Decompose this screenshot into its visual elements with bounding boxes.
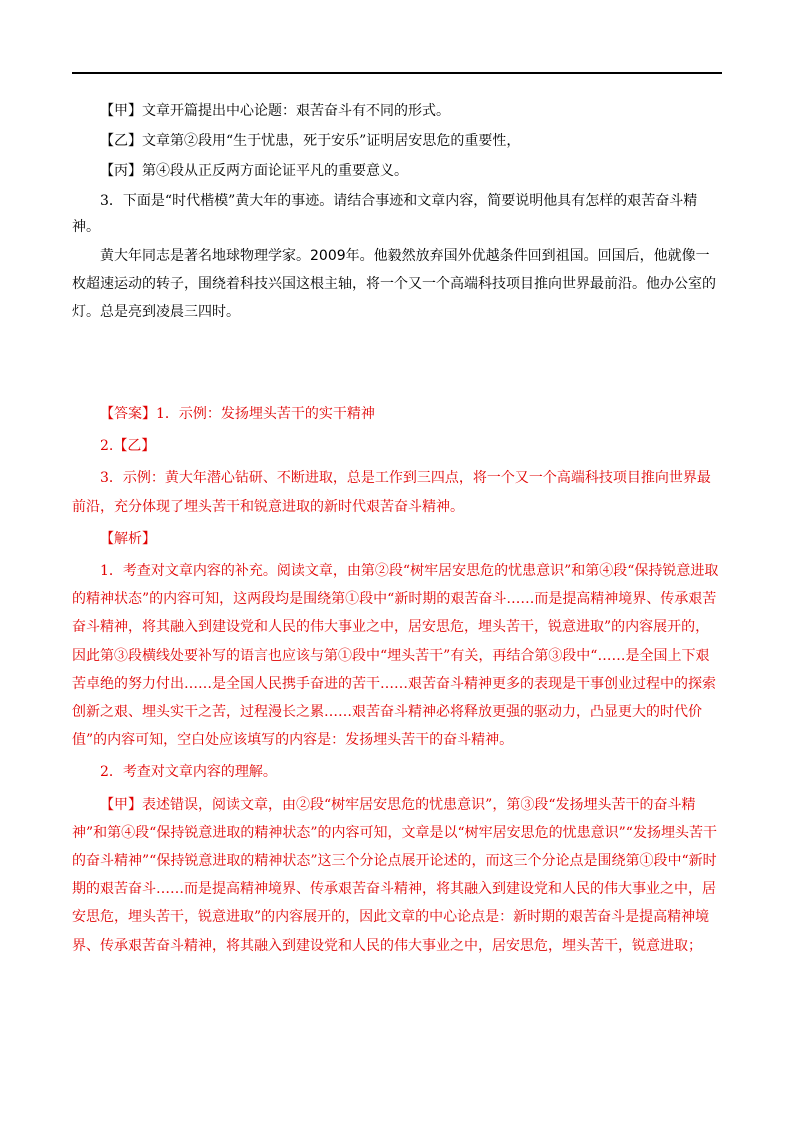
option-bing: 【丙】第④段从正反两方面论证平凡的重要意义。 <box>100 163 408 179</box>
answer-3: 3．示例：黄大年潜心钻研、不断进取，总是工作到三四点，将一个又一个高端科技项目推向世界最前沿，充分体现了埋头苦干和锐意进取的新时代艰苦奋斗精神。 <box>72 470 711 515</box>
analysis-2-title: 2．考查对文章内容的理解。 <box>100 764 277 781</box>
document-page <box>72 98 722 960</box>
option-yi: 【乙】文章第②段用“生于忧患，死于安乐”证明居安思危的重要性， <box>100 133 521 149</box>
question-block <box>72 98 722 326</box>
answer-space <box>72 326 722 400</box>
analysis-label: 【解析】 <box>100 530 156 547</box>
answer-block <box>72 400 722 960</box>
option-jia: 【甲】文章开篇提出中心论题：艰苦奋斗有不同的形式。 <box>100 103 450 119</box>
answer-2: 2.【乙】 <box>100 438 156 455</box>
header-rule <box>72 72 722 74</box>
answer-1: 【答案】1．示例：发扬埋头苦干的实干精神 <box>100 406 375 422</box>
question-3-material: 黄大年同志是著名地球物理学家。2009年。他毅然放弃国外优越条件回到祖国。回国后，他就像一枚超速运动的转子，围绕着科技兴国这根主轴，将一个又一个高端科技项目推向世界最前沿。他办公室的灯。总是亮到凌晨三四时。 <box>72 248 716 320</box>
analysis-1: 1．考查对文章内容的补充。阅读文章，由第②段“树牢居安思危的忧患意识”和第④段“保持锐意进取的精神状态”的内容可知，这两段均是围绕第①段中“新时期的艰苦奋斗……而是提高精神境界、传承艰苦奋斗精神，将其融入到建设党和人民的伟大事业之中，居安思危，埋头苦干，锐意进取”的内容展开的，因此第③段横线处要补写的语言也应该与第①段中“埋头苦干”有关，再结合第③段中“……是全国上下艰苦卓绝的努力付出……是全国人民携手奋进的苦干……艰苦奋斗精神更多的表现是干事创业过程中的探索创新之艰、埋头实干之苦，过程漫长之累……艰苦奋斗精神必将释放更强的驱动力，凸显更大的时代价值”的内容可知，空白处应该填写的内容是：发扬埋头苦干的奋斗精神。 <box>72 563 719 749</box>
question-3-prompt: 3．下面是“时代楷模”黄大年的事迹。请结合事迹和文章内容，简要说明他具有怎样的艰苦奋斗精神。 <box>72 193 698 235</box>
analysis-2-jia: 【甲】表述错误，阅读文章，由②段“树牢居安思危的忧患意识”，第③段“发扬埋头苦干的奋斗精神”和第④段“保持锐意进取的精神状态”的内容可知，文章是以“树牢居安思危的忧患意识”“发扬埋头苦干的奋斗精神”“保持锐意进取的精神状态”这三个分论点展开论述的，而这三个分论点是围绕第①段中“新时期的艰苦奋斗……而是提高精神境界、传承艰苦奋斗精神，将其融入到建设党和人民的伟大事业之中，居安思危，埋头苦干，锐意进取”的内容展开的，因此文章的中心论点是：新时期的艰苦奋斗是提高精神境界、传承艰苦奋斗精神，将其融入到建设党和人民的伟大事业之中，居安思危，埋头苦干，锐意进取； <box>72 796 717 954</box>
